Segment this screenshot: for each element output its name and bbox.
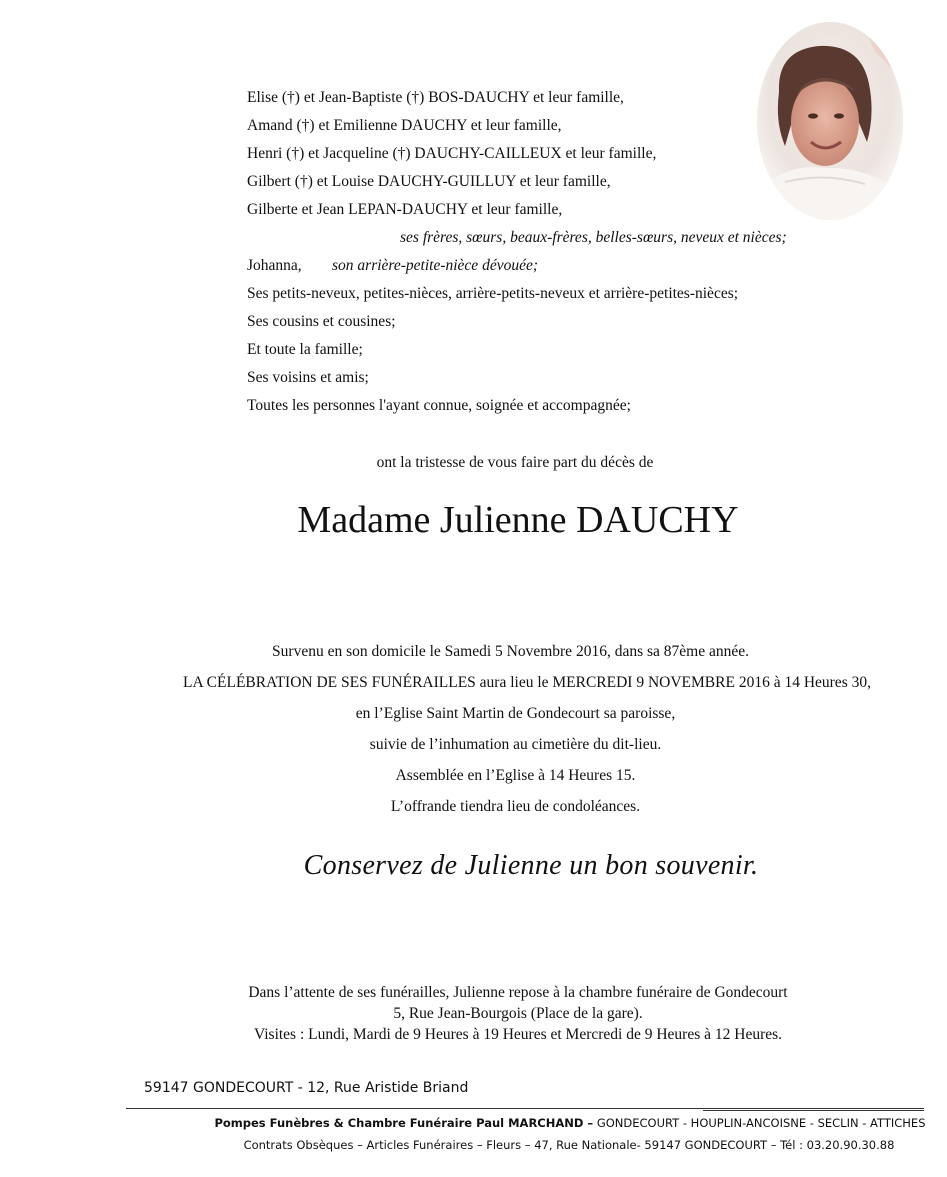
company-locations: GONDECOURT - HOUPLIN-ANCOISNE - SECLIN - ATTICHES: [593, 1116, 926, 1130]
announcement-intro: ont la tristesse de vous faire part du décès de: [376, 454, 654, 471]
family-line: Henri (†) et Jacqueline (†) DAUCHY-CAILLEUX et leur famille,: [247, 145, 657, 162]
footer-divider: [126, 1108, 924, 1109]
family-line: Ses petits-neveux, petites-nièces, arrière-petits-neveux et arrière-petites-nièces;: [247, 285, 739, 302]
footer-company: [0, 1116, 947, 1130]
wake-line: Dans l’attente de ses funérailles, Julienne repose à la chambre funéraire de Gondecourt: [248, 984, 788, 1001]
family-line: Gilbert (†) et Louise DAUCHY-GUILLUY et leur famille,: [247, 173, 611, 190]
family-line: Ses voisins et amis;: [247, 369, 369, 386]
siblings-note: ses frères, sœurs, beaux-frères, belles-sœurs, neveux et nièces;: [400, 229, 787, 246]
johanna-line: [247, 252, 887, 280]
souvenir-phrase: Conservez de Julienne un bon souvenir.: [303, 850, 759, 881]
footer-address: 59147 GONDECOURT - 12, Rue Aristide Briand: [144, 1080, 469, 1096]
family-line: Ses cousins et cousines;: [247, 313, 396, 330]
deceased-name: Madame Julienne DAUCHY: [297, 499, 739, 541]
detail-line: en l’Eglise Saint Martin de Gondecourt sa paroisse,: [355, 705, 676, 722]
company-name: Pompes Funèbres & Chambre Funéraire Paul MARCHAND –: [214, 1116, 594, 1130]
wake-line: 5, Rue Jean-Bourgois (Place de la gare).: [393, 1005, 643, 1022]
johanna-note: son arrière-petite-nièce dévouée;: [332, 257, 538, 274]
family-line: Toutes les personnes l'ayant connue, soignée et accompagnée;: [247, 397, 631, 414]
detail-line: L’offrande tiendra lieu de condoléances.: [390, 798, 641, 815]
family-list: [247, 84, 887, 420]
wake-info: [0, 982, 947, 1045]
detail-line: Assemblée en l’Eglise à 14 Heures 15.: [395, 767, 636, 784]
family-line: Amand (†) et Emilienne DAUCHY et leur famille,: [247, 117, 562, 134]
wake-line: Visites : Lundi, Mardi de 9 Heures à 19 Heures et Mercredi de 9 Heures à 12 Heures.: [253, 1026, 783, 1043]
footer-services: Contrats Obsèques – Articles Funéraires – Fleurs – 47, Rue Nationale- 59147 GONDECOURT – Tél : 03.20.90.30.88: [243, 1138, 895, 1152]
detail-line: Survenu en son domicile le Samedi 5 Novembre 2016, dans sa 87ème année.: [272, 643, 749, 660]
johanna-name: Johanna,: [247, 257, 302, 274]
family-line: Elise (†) et Jean-Baptiste (†) BOS-DAUCHY et leur famille,: [247, 89, 624, 106]
detail-line: LA CÉLÉBRATION DE SES FUNÉRAILLES aura lieu le MERCREDI 9 NOVEMBRE 2016 à 14 Heures 30,: [183, 674, 871, 691]
family-line: Et toute la famille;: [247, 341, 363, 358]
family-line: Gilberte et Jean LEPAN-DAUCHY et leur famille,: [247, 201, 563, 218]
detail-line: suivie de l’inhumation au cimetière du dit-lieu.: [369, 736, 662, 753]
footer-divider-short: [703, 1110, 924, 1111]
funeral-details: [0, 636, 947, 822]
